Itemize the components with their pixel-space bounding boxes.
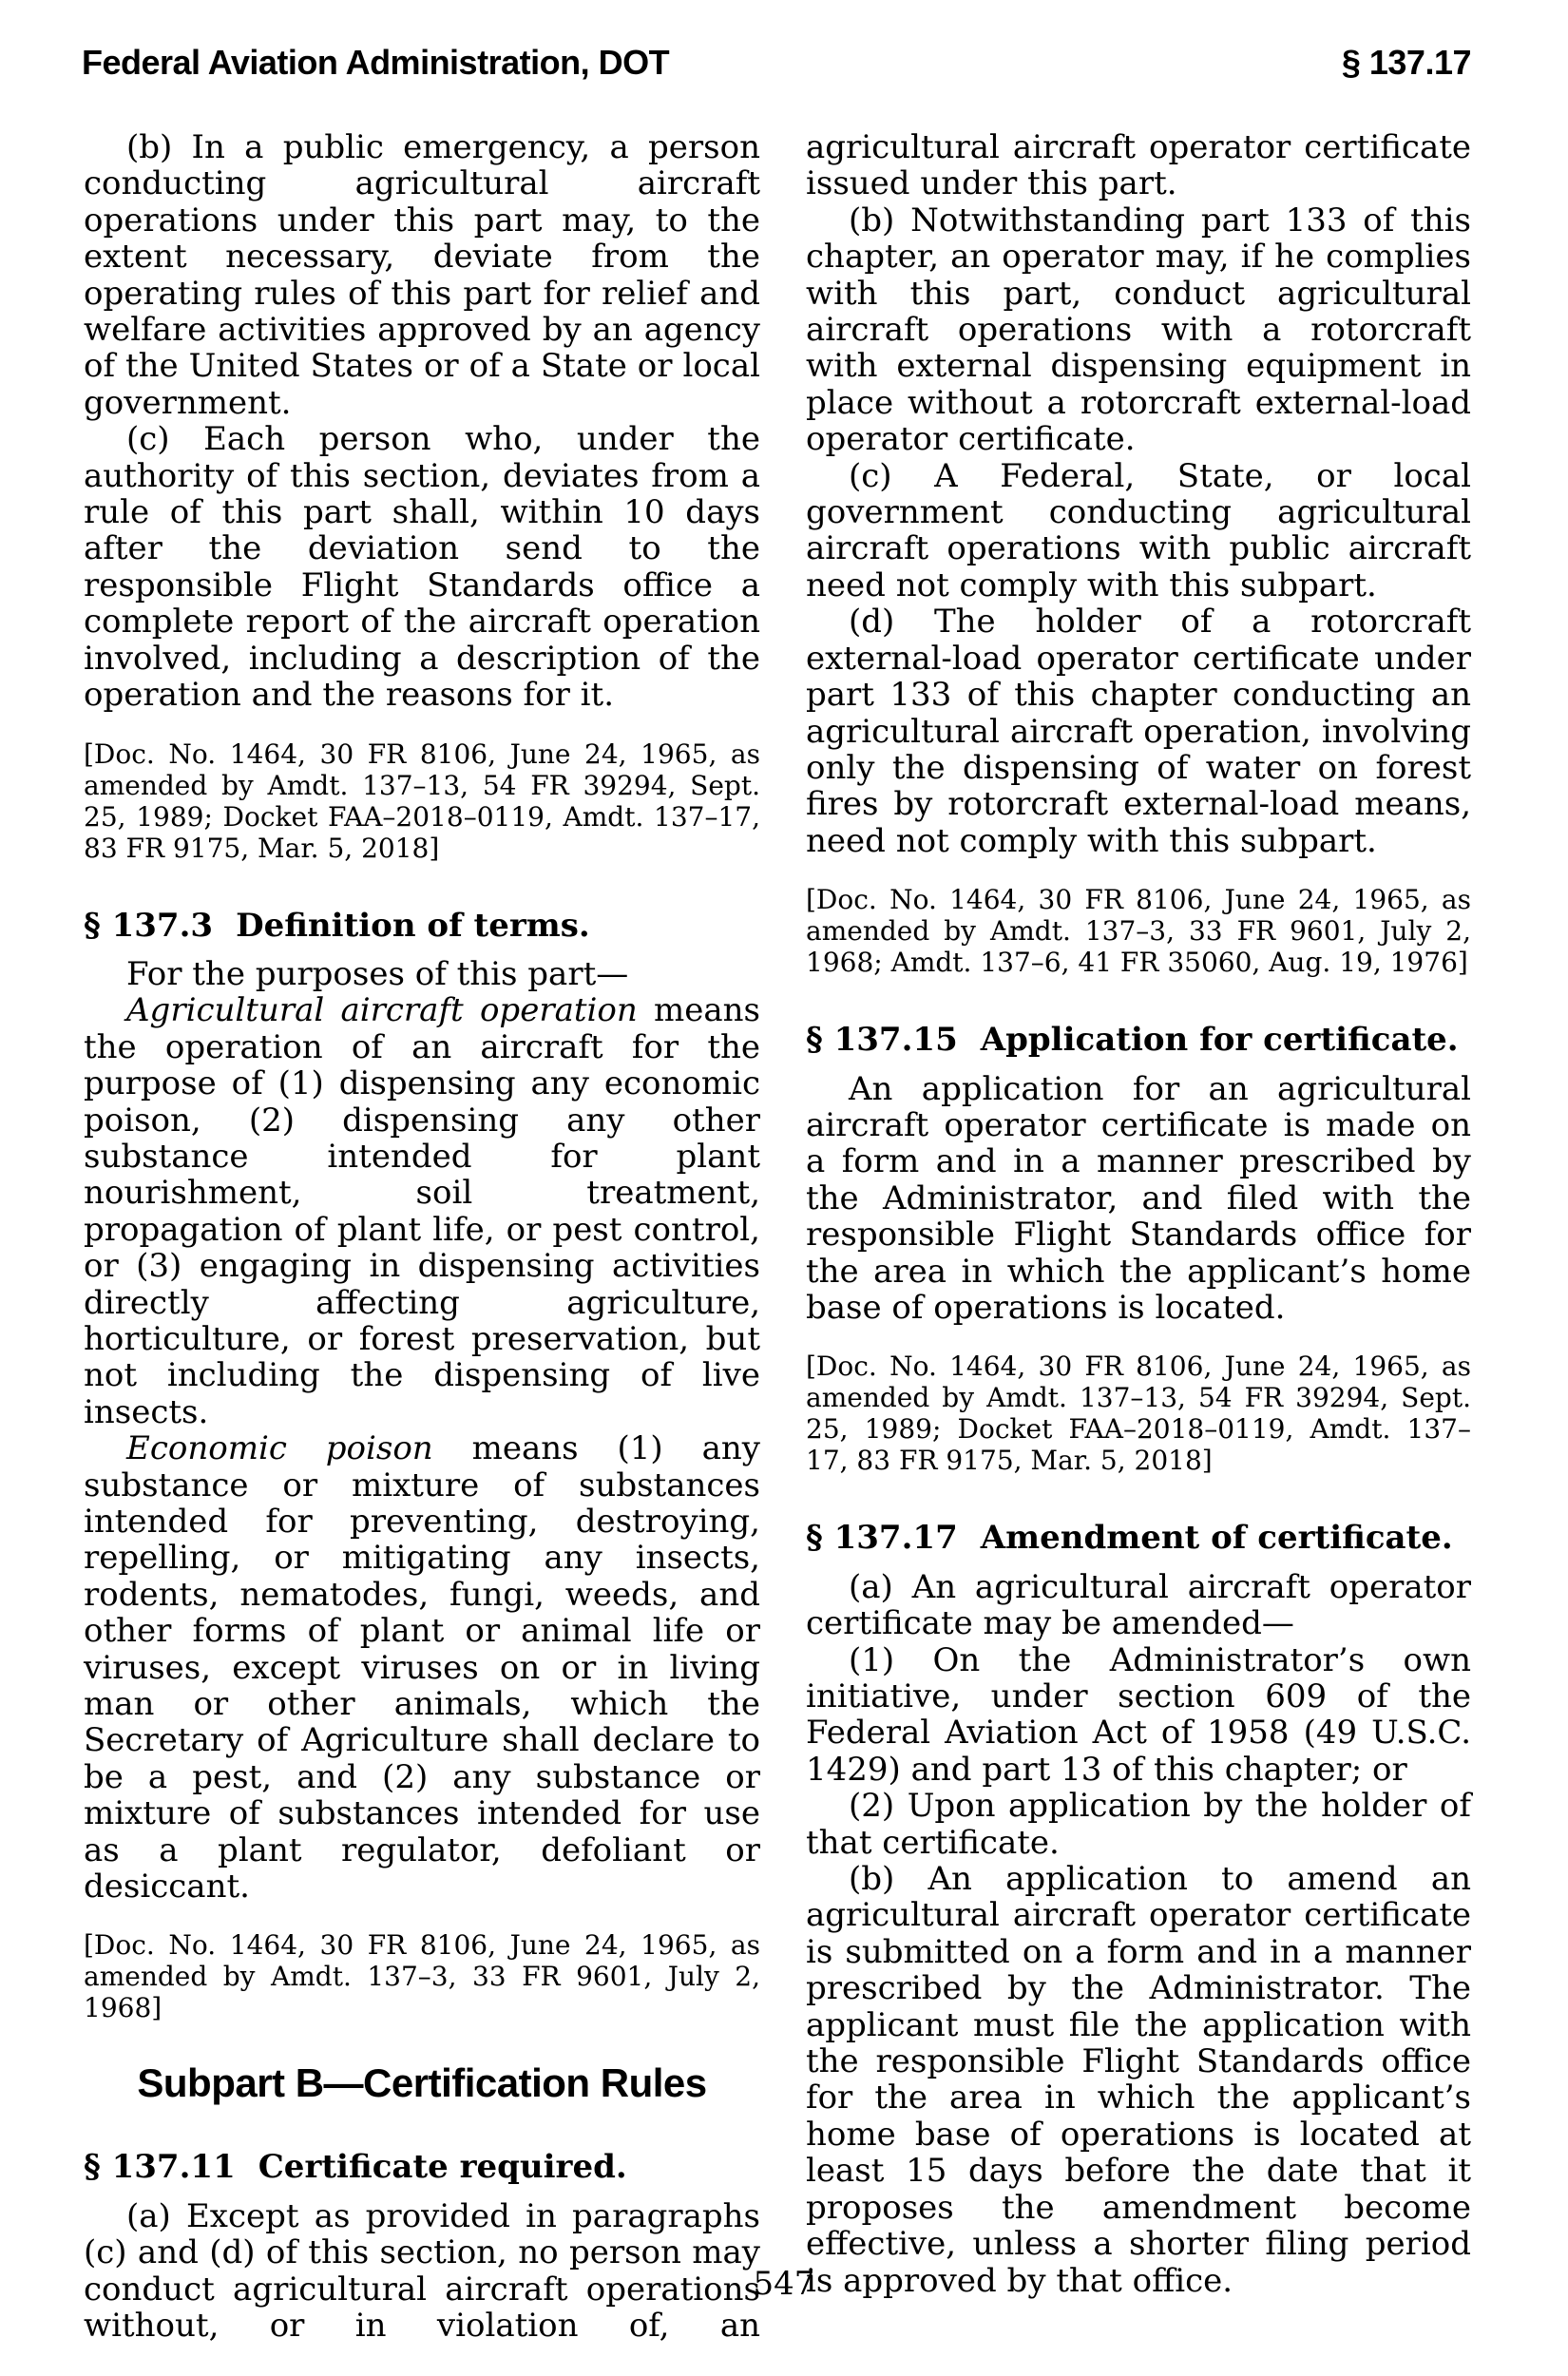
left-column bbox=[84, 129, 760, 2345]
definition-agricultural-aircraft-operation bbox=[84, 992, 760, 1430]
definition-text: means (1) any substance or mixture of substances intended for preventing, destroying, repelling, or mitigating any insects, rodents, nematodes, fungi, weeds, and other forms of plant or animal life or viruses, except viruses on or in living man or other animals, which the Secretary of Agriculture shall declare to be a pest, and (2) any substance or mixture of substances intended for use as a plant regulator, defoliant or desiccant. bbox=[84, 1429, 760, 1907]
section-title: Application for certificate. bbox=[980, 1021, 1459, 1060]
section-title: Amendment of certificate. bbox=[980, 1519, 1453, 1558]
paragraph-1-administrator-initiative: (1) On the Administrator’s own initiative, under section 609 of the Federal Aviation Act of 1958 (49 U.S.C. 1429) and part 13 of this chapter; or bbox=[806, 1640, 1471, 1789]
section-heading-137-17 bbox=[806, 1520, 1471, 1556]
page-number: 547 bbox=[753, 2265, 815, 2303]
source-note: [Doc. No. 1464, 30 FR 8106, June 24, 1965, as amended by Amdt. 137–3, 33 FR 9601, July 2, 1968; Amdt. 137–6, 41 FR 35060, Aug. 19, 1976] bbox=[806, 884, 1471, 979]
section-heading-137-11 bbox=[84, 2149, 760, 2185]
paragraph-purposes-lead: For the purposes of this part— bbox=[126, 954, 629, 993]
paragraph-b-amend-application: (b) An application to amend an agricultural aircraft operator certificate is submitted on a form and in a manner prescribed by the Administrator. The applicant must file the application with the responsible Flight Standards office for the area in which the applicant’s home base of operations is located at least 15 days before the date that it proposes the amendment become effective, unless a shorter filing period is approved by that office. bbox=[806, 1860, 1471, 2300]
running-header bbox=[82, 44, 1471, 82]
section-heading-137-15 bbox=[806, 1022, 1471, 1058]
paragraph-c-deviation-report: (c) Each person who, under the authority of this section, deviates from a rule of this part shall, within 10 days after the deviation send to the responsible Flight Standards office a complete report of the aircraft operation involved, including a description of the operation and the reasons for it. bbox=[84, 420, 760, 715]
paragraph-b-rotorcraft: (b) Notwithstanding part 133 of this chapter, an operator may, if he complies with this part, conduct agricultural aircraft operations with a rotorcraft with external dispensing equipment in place without a rotorcraft external-load operator certificate. bbox=[806, 201, 1471, 459]
source-note: [Doc. No. 1464, 30 FR 8106, June 24, 1965, as amended by Amdt. 137–13, 54 FR 39294, Sept. 25, 1989; Docket FAA–2018–0119, Amdt. 137–17, 83 FR 9175, Mar. 5, 2018] bbox=[806, 1351, 1471, 1477]
source-note: [Doc. No. 1464, 30 FR 8106, June 24, 1965, as amended by Amdt. 137–13, 54 FR 39294, Sept. 25, 1989; Docket FAA–2018–0119, Amdt. 137–17, 83 FR 9175, Mar. 5, 2018] bbox=[84, 738, 760, 864]
running-header-section: § 137.17 bbox=[1341, 43, 1471, 82]
paragraph-a-certificate-required: (a) Except as provided in paragraphs (c) and (d) of this section, no person may conduct agricultural aircraft operations without, or in violation of, an bbox=[84, 2196, 760, 2346]
paragraph-2-upon-application: (2) Upon application by the holder of that certificate. bbox=[806, 1787, 1471, 1862]
source-note: [Doc. No. 1464, 30 FR 8106, June 24, 1965, as amended by Amdt. 137–3, 33 FR 9601, July 2, 1968] bbox=[84, 1929, 760, 2024]
paragraph-continuation: agricultural aircraft operator certificate issued under this part. bbox=[806, 128, 1471, 203]
section-number: § 137.3 bbox=[84, 906, 214, 945]
paragraph-c-public-aircraft: (c) A Federal, State, or local government conducting agricultural aircraft operations with public aircraft need not comply with this subpart. bbox=[806, 456, 1471, 604]
section-title: Certificate required. bbox=[258, 2148, 627, 2187]
subpart-b-heading: Subpart B—Certification Rules bbox=[137, 2060, 707, 2106]
paragraph-application: An application for an agricultural aircraft operator certificate is made on a form and in a manner prescribed by the Administrator, and filed with the responsible Flight Standards office for the area in which the applicant’s home base of operations is located. bbox=[806, 1069, 1471, 1327]
defined-term: Agricultural aircraft operation bbox=[126, 991, 638, 1030]
two-column-body bbox=[84, 129, 1471, 2345]
section-number: § 137.17 bbox=[806, 1519, 958, 1558]
defined-term: Economic poison bbox=[126, 1429, 433, 1468]
section-title: Definition of terms. bbox=[236, 906, 590, 945]
paragraph-b-public-emergency: (b) In a public emergency, a person conducting agricultural aircraft operations under this part may, to the extent necessary, deviate from the operating rules of this part for relief and welfare activities approved by an agency of the United States or of a State or local government. bbox=[84, 128, 760, 422]
definition-economic-poison bbox=[84, 1430, 760, 1905]
running-header-title: Federal Aviation Administration, DOT bbox=[82, 43, 670, 82]
section-number: § 137.15 bbox=[806, 1021, 958, 1060]
right-column bbox=[806, 129, 1471, 2345]
definition-text: means the operation of an aircraft for the purpose of (1) dispensing any economic poison, (2) dispensing any other substance intended for plant nourishment, soil treatment, propagation of plant life, or pest control, or (3) engaging in dispensing activities directly affecting agriculture, horticulture, or forest preservation, but not including the dispensing of live insects. bbox=[84, 991, 760, 1431]
paragraph-a-may-be-amended: (a) An agricultural aircraft operator certificate may be amended— bbox=[806, 1567, 1471, 1643]
section-number: § 137.11 bbox=[84, 2148, 236, 2187]
section-heading-137-3 bbox=[84, 908, 760, 944]
paragraph-d-external-load: (d) The holder of a rotorcraft external-load operator certificate under part 133 of this chapter conducting an agricultural aircraft operation, involving only the dispensing of water on forest fires by rotorcraft external-load means, need not comply with this subpart. bbox=[806, 603, 1471, 860]
